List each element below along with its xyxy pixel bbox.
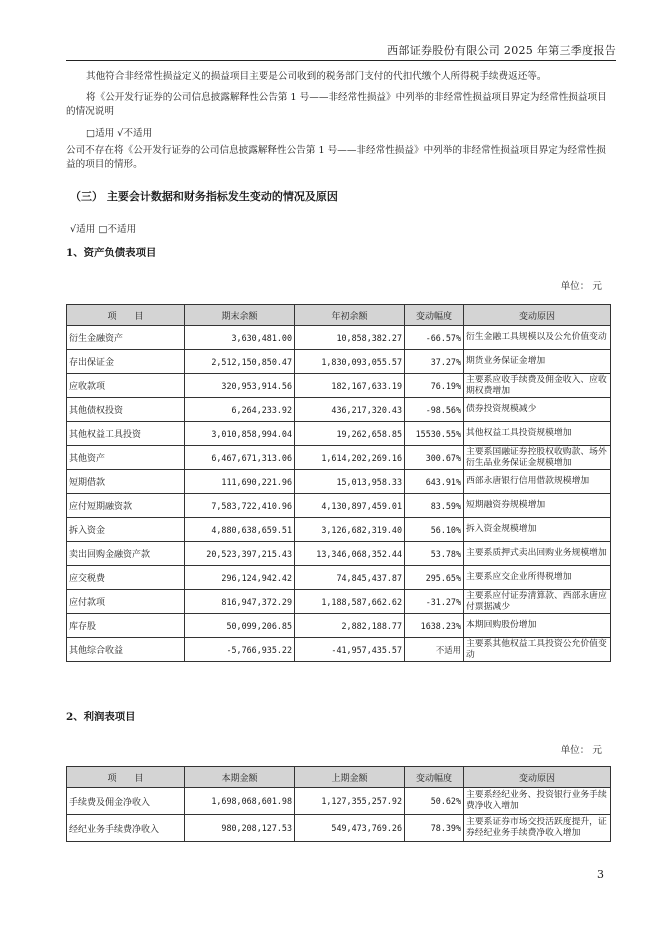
change-rate: 56.10% xyxy=(405,518,464,542)
begin-balance: 15,013,958.33 xyxy=(295,470,405,494)
change-reason: 本期回购股份增加 xyxy=(464,614,611,638)
change-reason: 主要系国融证券控股权收购款、场外衍生品业务保证金规模增加 xyxy=(464,446,611,470)
change-rate: -98.56% xyxy=(405,398,464,422)
item-name: 应交税费 xyxy=(67,566,185,590)
end-balance: -5,766,935.22 xyxy=(185,638,295,662)
end-balance: 111,690,221.96 xyxy=(185,470,295,494)
table-row xyxy=(67,422,611,446)
column-header: 期末余额 xyxy=(185,305,295,326)
item-name: 库存股 xyxy=(67,614,185,638)
change-reason: 主要系应收手续费及佣金收入、应收期权费增加 xyxy=(464,374,611,398)
table-row xyxy=(67,446,611,470)
item-name: 应付短期融资款 xyxy=(67,494,185,518)
change-rate: -66.57% xyxy=(405,326,464,350)
prior-amount: 1,127,355,257.92 xyxy=(295,788,405,815)
nonrecurring-note: 其他符合非经常性损益定义的损益项目主要是公司收到的税务部门支付的代扣代缴个人所得税手续费返还等。 xyxy=(86,71,547,82)
end-balance: 6,264,233.92 xyxy=(185,398,295,422)
table-row xyxy=(67,374,611,398)
balance-sheet-table xyxy=(66,304,611,662)
section-title: （三） 主要会计数据和财务指标发生变动的情况及原因 xyxy=(70,190,338,203)
change-reason: 短期融资券规模增加 xyxy=(464,494,611,518)
column-header: 项 目 xyxy=(67,305,185,326)
begin-balance: 74,845,437.87 xyxy=(295,566,405,590)
column-header: 变动原因 xyxy=(464,305,611,326)
change-rate: 643.91% xyxy=(405,470,464,494)
page-header: 西部证券股份有限公司 2025 年第三季度报告 xyxy=(387,44,616,57)
begin-balance: 1,188,587,662.62 xyxy=(295,590,405,614)
item-name: 存出保证金 xyxy=(67,350,185,374)
table-row xyxy=(67,518,611,542)
table-row xyxy=(67,566,611,590)
change-reason: 主要系证券市场交投活跃度提升，证券经纪业务手续费净收入增加 xyxy=(464,815,611,842)
header-rule xyxy=(66,60,616,61)
end-balance: 3,630,481.00 xyxy=(185,326,295,350)
table-row xyxy=(67,470,611,494)
table-header-row xyxy=(67,767,611,788)
change-rate: 37.27% xyxy=(405,350,464,374)
current-amount: 980,208,127.53 xyxy=(185,815,295,842)
end-balance: 296,124,942.42 xyxy=(185,566,295,590)
change-reason: 衍生金融工具规模以及公允价值变动 xyxy=(464,326,611,350)
change-reason: 期货业务保证金增加 xyxy=(464,350,611,374)
item-name: 其他权益工具投资 xyxy=(67,422,185,446)
table-row xyxy=(67,494,611,518)
change-reason: 拆入资金规模增加 xyxy=(464,518,611,542)
begin-balance: 4,130,897,459.01 xyxy=(295,494,405,518)
change-rate: 300.67% xyxy=(405,446,464,470)
item-name: 经纪业务手续费净收入 xyxy=(67,815,185,842)
change-rate: 76.19% xyxy=(405,374,464,398)
column-header: 本期金额 xyxy=(185,767,295,788)
change-reason: 主要系应付证券清算款、西部永唐应付票据减少 xyxy=(464,590,611,614)
change-rate: 50.62% xyxy=(405,788,464,815)
begin-balance: 2,882,188.77 xyxy=(295,614,405,638)
change-rate: 1638.23% xyxy=(405,614,464,638)
column-header: 变动幅度 xyxy=(405,305,464,326)
income-statement-table xyxy=(66,766,611,842)
column-header: 变动幅度 xyxy=(405,767,464,788)
change-reason: 主要系质押式卖出回购业务规模增加 xyxy=(464,542,611,566)
end-balance: 320,953,914.56 xyxy=(185,374,295,398)
change-rate: 15530.55% xyxy=(405,422,464,446)
change-rate: 不适用 xyxy=(405,638,464,662)
page-number: 3 xyxy=(597,868,604,881)
end-balance: 6,467,671,313.06 xyxy=(185,446,295,470)
begin-balance: 1,830,093,055.57 xyxy=(295,350,405,374)
begin-balance: 3,126,682,319.40 xyxy=(295,518,405,542)
change-rate: -31.27% xyxy=(405,590,464,614)
begin-balance: 19,262,658.85 xyxy=(295,422,405,446)
item-name: 卖出回购金融资产款 xyxy=(67,542,185,566)
item-name: 手续费及佣金净收入 xyxy=(67,788,185,815)
table-row xyxy=(67,398,611,422)
table-row xyxy=(67,542,611,566)
table-row xyxy=(67,350,611,374)
table-header-row xyxy=(67,305,611,326)
change-reason: 债券投资规模减少 xyxy=(464,398,611,422)
change-rate: 78.39% xyxy=(405,815,464,842)
table-row xyxy=(67,614,611,638)
change-rate: 295.65% xyxy=(405,566,464,590)
item-name: 拆入资金 xyxy=(67,518,185,542)
change-reason: 主要系应交企业所得税增加 xyxy=(464,566,611,590)
end-balance: 4,880,638,659.51 xyxy=(185,518,295,542)
prior-amount: 549,473,769.26 xyxy=(295,815,405,842)
end-balance: 50,099,206.85 xyxy=(185,614,295,638)
item-name: 应收款项 xyxy=(67,374,185,398)
table-row xyxy=(67,788,611,815)
end-balance: 2,512,150,850.47 xyxy=(185,350,295,374)
begin-balance: 13,346,068,352.44 xyxy=(295,542,405,566)
applicability-checkbox-2: √适用 □不适用 xyxy=(70,224,137,235)
begin-balance: 182,167,633.19 xyxy=(295,374,405,398)
item-name: 应付款项 xyxy=(67,590,185,614)
nonrecurring-reclass-statement: 公司不存在将《公开发行证券的公司信息披露解释性公告第 1 号——非经常性损益》中列举的非经常性损益项目界定为经常性损益的项目的情形。 xyxy=(66,145,606,170)
item-name: 短期借款 xyxy=(67,470,185,494)
nonrecurring-reclass-title: 将《公开发行证券的公司信息披露解释性公告第 1 号——非经常性损益》中列举的非经常性损益项目界定为经常性损益项目的情况说明 xyxy=(66,92,607,117)
begin-balance: 436,217,320.43 xyxy=(295,398,405,422)
income-unit: 单位： 元 xyxy=(560,745,602,756)
column-header: 项 目 xyxy=(67,767,185,788)
item-name: 其他资产 xyxy=(67,446,185,470)
balance-sheet-title: 1、资产负债表项目 xyxy=(66,247,157,259)
end-balance: 20,523,397,215.43 xyxy=(185,542,295,566)
column-header: 上期金额 xyxy=(295,767,405,788)
change-reason: 主要系经纪业务、投资银行业务手续费净收入增加 xyxy=(464,788,611,815)
change-rate: 83.59% xyxy=(405,494,464,518)
change-rate: 53.78% xyxy=(405,542,464,566)
begin-balance: 10,858,382.27 xyxy=(295,326,405,350)
begin-balance: -41,957,435.57 xyxy=(295,638,405,662)
income-statement-title: 2、利润表项目 xyxy=(66,711,136,723)
column-header: 变动原因 xyxy=(464,767,611,788)
table-row xyxy=(67,590,611,614)
change-reason: 主要系其他权益工具投资公允价值变动 xyxy=(464,638,611,662)
item-name: 其他综合收益 xyxy=(67,638,185,662)
begin-balance: 1,614,202,269.16 xyxy=(295,446,405,470)
item-name: 其他债权投资 xyxy=(67,398,185,422)
end-balance: 816,947,372.29 xyxy=(185,590,295,614)
table-row xyxy=(67,326,611,350)
table-row xyxy=(67,815,611,842)
column-header: 年初余额 xyxy=(295,305,405,326)
end-balance: 3,010,858,994.04 xyxy=(185,422,295,446)
current-amount: 1,698,068,601.98 xyxy=(185,788,295,815)
item-name: 衍生金融资产 xyxy=(67,326,185,350)
end-balance: 7,583,722,410.96 xyxy=(185,494,295,518)
change-reason: 西部永唐银行信用借款规模增加 xyxy=(464,470,611,494)
table-row xyxy=(67,638,611,662)
applicability-checkbox-1: □适用 √不适用 xyxy=(86,128,153,139)
balance-unit: 单位： 元 xyxy=(560,281,602,292)
change-reason: 其他权益工具投资规模增加 xyxy=(464,422,611,446)
